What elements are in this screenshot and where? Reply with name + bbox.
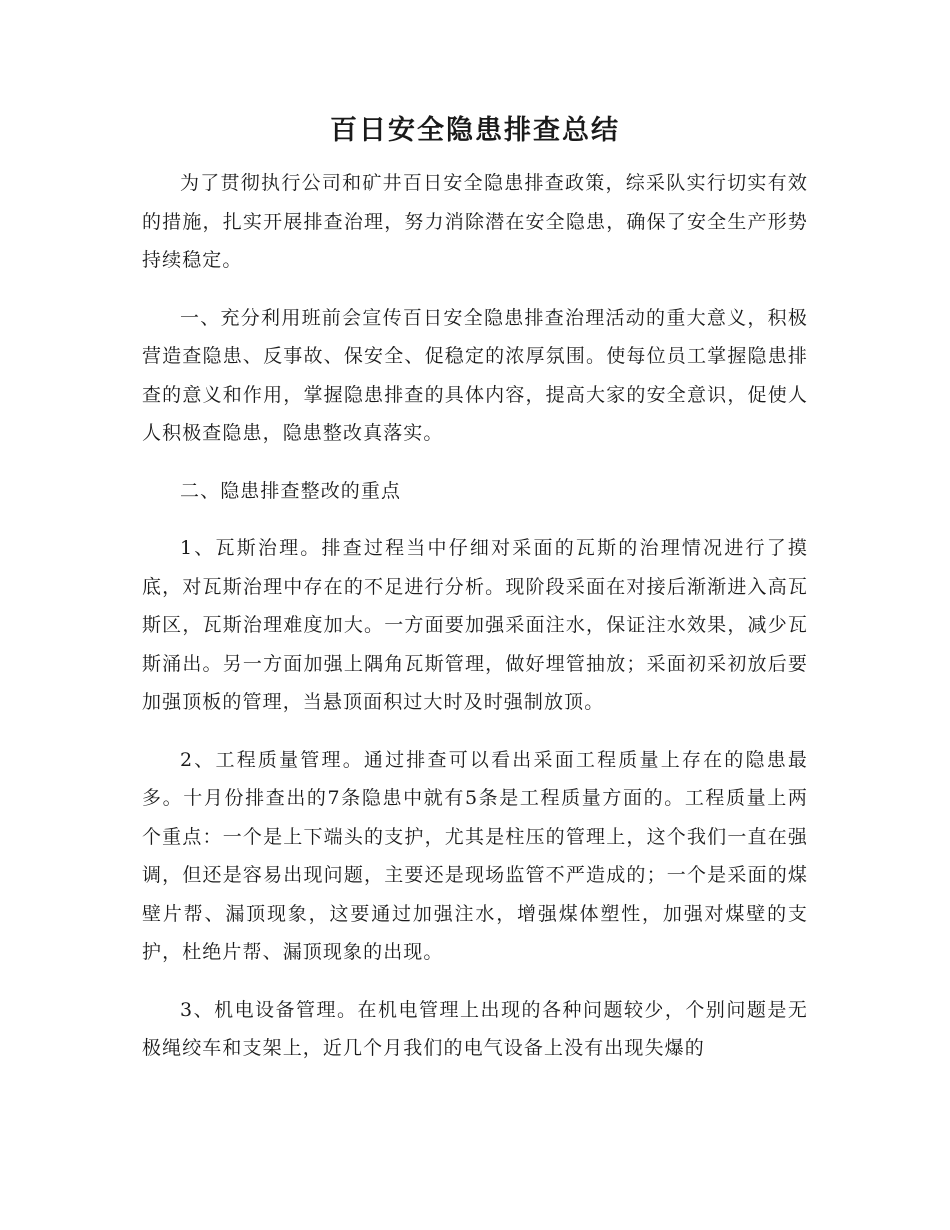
paragraph-gas-control: 1、瓦斯治理。排查过程当中仔细对采面的瓦斯的治理情况进行了摸底，对瓦斯治理中存在的不足进行分析。现阶段采面在对接后渐渐进入高瓦斯区，瓦斯治理难度加大。一方面要加强采面注水，保证注水效果，减少瓦斯涌出。另一方面加强上隅角瓦斯管理，做好埋管抽放；采面初采初放后要加强顶板的管理，当悬顶面积过大时及时强制放顶。 (142, 537, 808, 713)
paragraph-intro: 为了贯彻执行公司和矿井百日安全隐患排查政策，综采队实行切实有效的措施，扎实开展排查治理，努力消除潜在安全隐患，确保了安全生产形势持续稳定。 (142, 172, 808, 271)
paragraph-equipment-management: 3、机电设备管理。在机电管理上出现的各种问题较少，个别问题是无极绳绞车和支架上，近几个月我们的电气设备上没有出现失爆的 (142, 998, 808, 1059)
document-body (142, 164, 808, 1087)
document-title: 百日安全隐患排查总结 (330, 115, 620, 146)
paragraph-quality-management: 2、工程质量管理。通过排查可以看出采面工程质量上存在的隐患最多。十月份排查出的7条隐患中就有5条是工程质量方面的。工程质量上两个重点：一个是上下端头的支护，尤其是柱压的管理上，这个我们一直在强调，但还是容易出现问题，主要还是现场监管不严造成的；一个是采面的煤壁片帮、漏顶现象，这要通过加强注水，增强煤体塑性，加强对煤壁的支护，杜绝片帮、漏顶现象的出现。 (142, 748, 808, 963)
paragraph-section-2-heading: 二、隐患排查整改的重点 (180, 479, 402, 502)
paragraph-section-1: 一、充分利用班前会宣传百日安全隐患排查治理活动的重大意义，积极营造查隐患、反事故、保安全、促稳定的浓厚氛围。使每位员工掌握隐患排查的意义和作用，掌握隐患排查的具体内容，提高大家的安全意识，促使人人积极查隐患，隐患整改真落实。 (142, 306, 808, 444)
